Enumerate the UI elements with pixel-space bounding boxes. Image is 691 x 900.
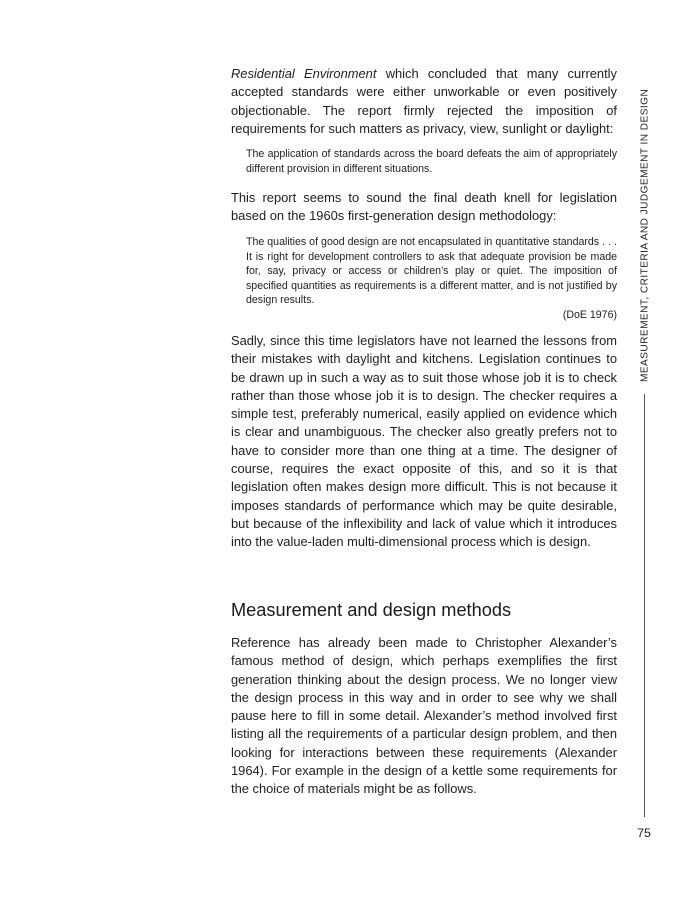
quote-good-design	[231, 235, 617, 323]
quote-good-design-text: The qualities of good design are not encapsulated in quantitative standards . . . It is right for development controllers to ask that adequate provision be made for, say, privacy or access or children’s play or quiet. The imposition of specified quantities as requirements is a different matter, and is not justified by design results.	[246, 236, 617, 307]
opening-paragraph-text: which concluded that many currently accepted standards were either unworkable or even positively objectionable. The report firmly rejected the imposition of requirements for such matters as privacy, view, sunlight or daylight:	[231, 66, 617, 136]
opening-paragraph	[231, 65, 617, 138]
running-head: MEASUREMENT, CRITERIA AND JUDGEMENT IN DESIGN	[639, 88, 651, 382]
alexander-paragraph	[231, 634, 617, 799]
margin-rule	[644, 394, 645, 817]
quote-standards-text: The application of standards across the board defeats the aim of appropriately different provision in different situations.	[246, 148, 617, 175]
legislators-paragraph	[231, 332, 617, 552]
section-heading-block	[231, 599, 617, 621]
legislators-paragraph-text: Sadly, since this time legislators have not learned the lessons from their mistakes with daylight and kitchens. Legislation continues to be drawn up in such a way as to suit those whose job it is to check rather than those whose job it is to design. The checker requires a simple test, preferably numerical, easily applied on evidence which is clear and unambiguous. The checker also greatly prefers not to have to consider more than one thing at a time. The designer of course, requires the exact opposite of this, and so it is that legislation often makes design more difficult. This is not because it imposes standards of performance which may be quite desirable, but because of the inflexibility and lack of value which it introduces into the value-laden multi-dimensional process which is design.	[231, 333, 617, 550]
death-knell-paragraph-text: This report seems to sound the final death knell for legislation based on the 1960s first-generation design methodology:	[231, 190, 617, 224]
report-title: Residential Environment	[231, 66, 377, 81]
quote-citation: (DoE 1976)	[562, 308, 617, 321]
death-knell-paragraph	[231, 189, 617, 226]
section-heading: Measurement and design methods	[231, 600, 512, 620]
quote-standards	[231, 147, 617, 176]
page-number: 75	[637, 826, 651, 840]
alexander-paragraph-text: Reference has already been made to Christopher Alexander’s famous method of design, which perhaps exemplifies the first generation thinking about the design process. We no longer view the design process in this way and in order to see why we shall pause here to fill in some detail. Alexander’s method involved first listing all the requirements of a particular design problem, and then looking for interactions between these requirements (Alexander 1964). For example in the design of a kettle some requirements for the choice of materials might be as follows.	[231, 635, 617, 797]
